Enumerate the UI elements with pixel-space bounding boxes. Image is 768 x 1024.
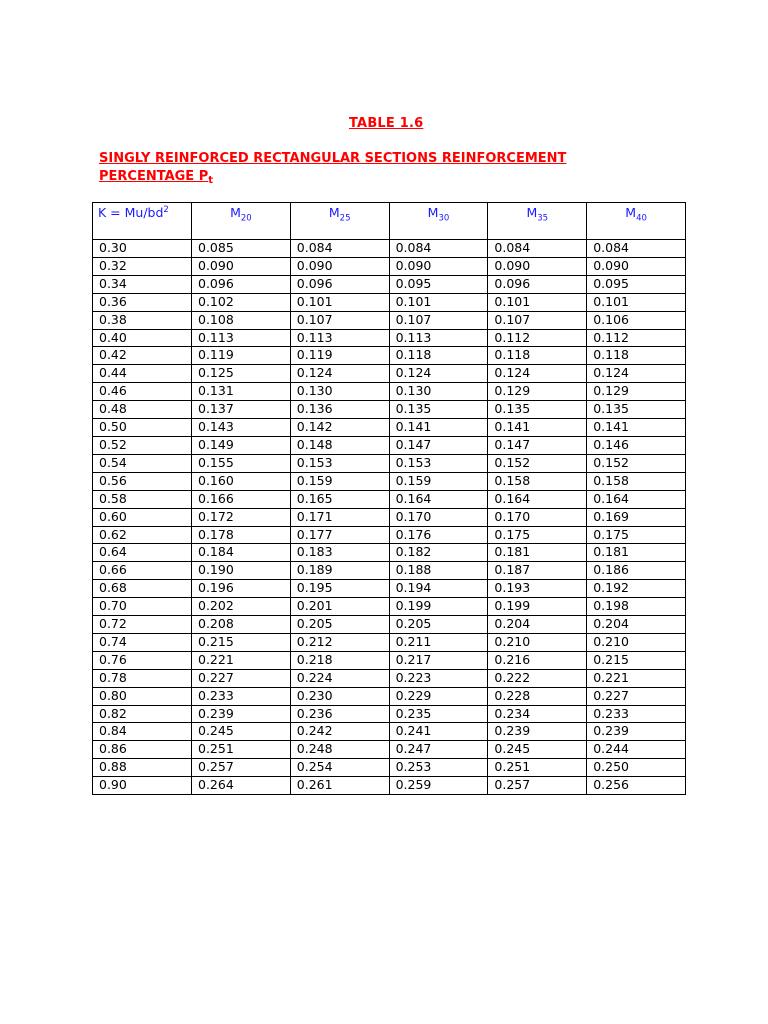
cell-k-value: 0.54 <box>93 454 192 472</box>
header-grade-base: M <box>328 205 340 220</box>
table-row <box>93 669 686 687</box>
cell-pt-value: 0.234 <box>488 705 587 723</box>
cell-k-value: 0.66 <box>93 562 192 580</box>
cell-k-value: 0.74 <box>93 633 192 651</box>
cell-pt-value: 0.257 <box>488 777 587 795</box>
table-row <box>93 651 686 669</box>
cell-pt-value: 0.155 <box>192 454 291 472</box>
cell-k-value: 0.82 <box>93 705 192 723</box>
cell-k-value: 0.40 <box>93 329 192 347</box>
cell-k-value: 0.30 <box>93 240 192 258</box>
cell-pt-value: 0.129 <box>488 383 587 401</box>
table-row <box>93 275 686 293</box>
cell-pt-value: 0.124 <box>587 365 686 383</box>
cell-pt-value: 0.242 <box>290 723 389 741</box>
cell-pt-value: 0.148 <box>290 436 389 454</box>
cell-pt-value: 0.215 <box>192 633 291 651</box>
cell-pt-value: 0.189 <box>290 562 389 580</box>
cell-pt-value: 0.218 <box>290 651 389 669</box>
cell-pt-value: 0.153 <box>290 454 389 472</box>
reinforcement-table <box>92 202 686 795</box>
cell-pt-value: 0.135 <box>389 401 488 419</box>
cell-pt-value: 0.135 <box>587 401 686 419</box>
cell-pt-value: 0.118 <box>389 347 488 365</box>
table-row <box>93 562 686 580</box>
table-title: TABLE 1.6 <box>349 116 424 131</box>
cell-pt-value: 0.211 <box>389 633 488 651</box>
table-row <box>93 293 686 311</box>
table-body <box>93 240 686 795</box>
cell-pt-value: 0.205 <box>290 616 389 634</box>
cell-pt-value: 0.177 <box>290 526 389 544</box>
cell-pt-value: 0.228 <box>488 687 587 705</box>
cell-pt-value: 0.239 <box>587 723 686 741</box>
cell-k-value: 0.50 <box>93 419 192 437</box>
cell-pt-value: 0.205 <box>389 616 488 634</box>
cell-pt-value: 0.244 <box>587 741 686 759</box>
cell-pt-value: 0.230 <box>290 687 389 705</box>
cell-pt-value: 0.164 <box>587 490 686 508</box>
table-row <box>93 616 686 634</box>
cell-pt-value: 0.221 <box>587 669 686 687</box>
cell-pt-value: 0.217 <box>389 651 488 669</box>
cell-k-value: 0.84 <box>93 723 192 741</box>
cell-k-value: 0.52 <box>93 436 192 454</box>
cell-pt-value: 0.208 <box>192 616 291 634</box>
cell-pt-value: 0.102 <box>192 293 291 311</box>
cell-pt-value: 0.239 <box>488 723 587 741</box>
cell-k-value: 0.36 <box>93 293 192 311</box>
cell-pt-value: 0.233 <box>192 687 291 705</box>
cell-pt-value: 0.152 <box>488 454 587 472</box>
cell-pt-value: 0.192 <box>587 580 686 598</box>
cell-k-value: 0.76 <box>93 651 192 669</box>
cell-pt-value: 0.175 <box>488 526 587 544</box>
cell-k-value: 0.34 <box>93 275 192 293</box>
cell-pt-value: 0.245 <box>488 741 587 759</box>
cell-pt-value: 0.229 <box>389 687 488 705</box>
cell-pt-value: 0.090 <box>587 257 686 275</box>
cell-k-value: 0.58 <box>93 490 192 508</box>
table-row <box>93 436 686 454</box>
cell-pt-value: 0.245 <box>192 723 291 741</box>
cell-pt-value: 0.084 <box>389 240 488 258</box>
cell-pt-value: 0.106 <box>587 311 686 329</box>
cell-pt-value: 0.101 <box>290 293 389 311</box>
header-row <box>93 203 686 240</box>
cell-pt-value: 0.113 <box>389 329 488 347</box>
cell-pt-value: 0.084 <box>587 240 686 258</box>
cell-k-value: 0.62 <box>93 526 192 544</box>
cell-pt-value: 0.095 <box>389 275 488 293</box>
cell-pt-value: 0.084 <box>488 240 587 258</box>
header-grade-m30 <box>389 203 488 240</box>
table-row <box>93 598 686 616</box>
cell-pt-value: 0.256 <box>587 777 686 795</box>
table-row <box>93 347 686 365</box>
cell-k-value: 0.60 <box>93 508 192 526</box>
cell-pt-value: 0.108 <box>192 311 291 329</box>
cell-pt-value: 0.224 <box>290 669 389 687</box>
table-row <box>93 365 686 383</box>
table-row <box>93 419 686 437</box>
cell-pt-value: 0.090 <box>192 257 291 275</box>
table-row <box>93 633 686 651</box>
table-row <box>93 490 686 508</box>
cell-pt-value: 0.119 <box>290 347 389 365</box>
table-row <box>93 705 686 723</box>
cell-pt-value: 0.261 <box>290 777 389 795</box>
cell-pt-value: 0.250 <box>587 759 686 777</box>
cell-pt-value: 0.096 <box>488 275 587 293</box>
cell-k-value: 0.70 <box>93 598 192 616</box>
subtitle-subscript: t <box>208 175 214 186</box>
table-row <box>93 401 686 419</box>
cell-pt-value: 0.085 <box>192 240 291 258</box>
cell-pt-value: 0.251 <box>192 741 291 759</box>
cell-pt-value: 0.204 <box>488 616 587 634</box>
cell-pt-value: 0.124 <box>389 365 488 383</box>
cell-pt-value: 0.182 <box>389 544 488 562</box>
cell-pt-value: 0.164 <box>488 490 587 508</box>
cell-pt-value: 0.096 <box>290 275 389 293</box>
cell-pt-value: 0.101 <box>389 293 488 311</box>
cell-pt-value: 0.222 <box>488 669 587 687</box>
cell-pt-value: 0.181 <box>587 544 686 562</box>
cell-pt-value: 0.131 <box>192 383 291 401</box>
cell-pt-value: 0.084 <box>290 240 389 258</box>
header-grade-m20 <box>192 203 291 240</box>
table-row <box>93 723 686 741</box>
cell-pt-value: 0.235 <box>389 705 488 723</box>
cell-pt-value: 0.124 <box>290 365 389 383</box>
cell-pt-value: 0.152 <box>587 454 686 472</box>
subtitle-line-1: SINGLY REINFORCED RECTANGULAR SECTIONS REINFORCEMENT <box>99 151 567 166</box>
cell-pt-value: 0.259 <box>389 777 488 795</box>
cell-pt-value: 0.216 <box>488 651 587 669</box>
header-grade-sub: 20 <box>240 213 252 224</box>
table-row <box>93 580 686 598</box>
cell-pt-value: 0.199 <box>488 598 587 616</box>
cell-pt-value: 0.090 <box>389 257 488 275</box>
cell-pt-value: 0.236 <box>290 705 389 723</box>
table-row <box>93 240 686 258</box>
cell-pt-value: 0.196 <box>192 580 291 598</box>
cell-pt-value: 0.158 <box>488 472 587 490</box>
header-k-label: K = Mu/bd <box>98 205 164 220</box>
header-grade-m40 <box>587 203 686 240</box>
header-grade-sub: 35 <box>537 213 549 224</box>
cell-k-value: 0.80 <box>93 687 192 705</box>
cell-pt-value: 0.175 <box>587 526 686 544</box>
cell-pt-value: 0.239 <box>192 705 291 723</box>
cell-pt-value: 0.118 <box>488 347 587 365</box>
cell-pt-value: 0.212 <box>290 633 389 651</box>
cell-k-value: 0.68 <box>93 580 192 598</box>
cell-pt-value: 0.141 <box>488 419 587 437</box>
cell-pt-value: 0.253 <box>389 759 488 777</box>
cell-pt-value: 0.170 <box>488 508 587 526</box>
cell-pt-value: 0.254 <box>290 759 389 777</box>
cell-k-value: 0.86 <box>93 741 192 759</box>
cell-pt-value: 0.136 <box>290 401 389 419</box>
cell-pt-value: 0.194 <box>389 580 488 598</box>
cell-pt-value: 0.146 <box>587 436 686 454</box>
cell-pt-value: 0.096 <box>192 275 291 293</box>
subtitle-line-2: PERCENTAGE P <box>99 169 209 184</box>
cell-k-value: 0.88 <box>93 759 192 777</box>
cell-pt-value: 0.142 <box>290 419 389 437</box>
cell-pt-value: 0.164 <box>389 490 488 508</box>
table-row <box>93 759 686 777</box>
cell-pt-value: 0.130 <box>290 383 389 401</box>
cell-pt-value: 0.187 <box>488 562 587 580</box>
cell-pt-value: 0.153 <box>389 454 488 472</box>
header-grade-sub: 30 <box>438 213 450 224</box>
table-header <box>93 203 686 240</box>
table-row <box>93 329 686 347</box>
cell-pt-value: 0.107 <box>488 311 587 329</box>
cell-pt-value: 0.188 <box>389 562 488 580</box>
cell-pt-value: 0.160 <box>192 472 291 490</box>
header-grade-base: M <box>427 205 439 220</box>
cell-k-value: 0.48 <box>93 401 192 419</box>
cell-pt-value: 0.201 <box>290 598 389 616</box>
cell-pt-value: 0.221 <box>192 651 291 669</box>
cell-k-value: 0.32 <box>93 257 192 275</box>
cell-pt-value: 0.223 <box>389 669 488 687</box>
header-grade-sub: 25 <box>339 213 351 224</box>
cell-pt-value: 0.233 <box>587 705 686 723</box>
header-grade-m35 <box>488 203 587 240</box>
header-grade-base: M <box>526 205 538 220</box>
table-row <box>93 383 686 401</box>
cell-pt-value: 0.210 <box>488 633 587 651</box>
table-row <box>93 544 686 562</box>
cell-pt-value: 0.141 <box>587 419 686 437</box>
cell-pt-value: 0.113 <box>192 329 291 347</box>
cell-pt-value: 0.172 <box>192 508 291 526</box>
cell-pt-value: 0.241 <box>389 723 488 741</box>
cell-pt-value: 0.125 <box>192 365 291 383</box>
table-row <box>93 687 686 705</box>
cell-pt-value: 0.141 <box>389 419 488 437</box>
cell-pt-value: 0.135 <box>488 401 587 419</box>
cell-pt-value: 0.166 <box>192 490 291 508</box>
header-grade-base: M <box>625 205 637 220</box>
header-grade-base: M <box>230 205 241 220</box>
cell-pt-value: 0.090 <box>290 257 389 275</box>
cell-pt-value: 0.181 <box>488 544 587 562</box>
header-grade-m25 <box>290 203 389 240</box>
cell-pt-value: 0.129 <box>587 383 686 401</box>
cell-pt-value: 0.264 <box>192 777 291 795</box>
cell-pt-value: 0.143 <box>192 419 291 437</box>
header-grade-sub: 40 <box>636 213 647 224</box>
cell-pt-value: 0.202 <box>192 598 291 616</box>
header-k-superscript: 2 <box>163 204 169 215</box>
cell-pt-value: 0.183 <box>290 544 389 562</box>
cell-pt-value: 0.248 <box>290 741 389 759</box>
cell-pt-value: 0.190 <box>192 562 291 580</box>
cell-pt-value: 0.198 <box>587 598 686 616</box>
table-row <box>93 311 686 329</box>
cell-pt-value: 0.095 <box>587 275 686 293</box>
cell-pt-value: 0.169 <box>587 508 686 526</box>
cell-k-value: 0.90 <box>93 777 192 795</box>
cell-k-value: 0.64 <box>93 544 192 562</box>
cell-pt-value: 0.170 <box>389 508 488 526</box>
cell-k-value: 0.38 <box>93 311 192 329</box>
cell-pt-value: 0.195 <box>290 580 389 598</box>
cell-pt-value: 0.147 <box>389 436 488 454</box>
cell-pt-value: 0.119 <box>192 347 291 365</box>
cell-pt-value: 0.101 <box>488 293 587 311</box>
cell-pt-value: 0.147 <box>488 436 587 454</box>
table-row <box>93 741 686 759</box>
cell-pt-value: 0.118 <box>587 347 686 365</box>
cell-pt-value: 0.251 <box>488 759 587 777</box>
table-row <box>93 777 686 795</box>
cell-pt-value: 0.112 <box>587 329 686 347</box>
cell-pt-value: 0.130 <box>389 383 488 401</box>
table-row <box>93 526 686 544</box>
cell-pt-value: 0.184 <box>192 544 291 562</box>
cell-k-value: 0.78 <box>93 669 192 687</box>
cell-pt-value: 0.158 <box>587 472 686 490</box>
cell-pt-value: 0.101 <box>587 293 686 311</box>
cell-pt-value: 0.227 <box>587 687 686 705</box>
cell-pt-value: 0.090 <box>488 257 587 275</box>
cell-k-value: 0.72 <box>93 616 192 634</box>
cell-pt-value: 0.257 <box>192 759 291 777</box>
cell-pt-value: 0.186 <box>587 562 686 580</box>
cell-pt-value: 0.193 <box>488 580 587 598</box>
cell-k-value: 0.42 <box>93 347 192 365</box>
cell-pt-value: 0.215 <box>587 651 686 669</box>
table-row <box>93 472 686 490</box>
table-row <box>93 454 686 472</box>
cell-pt-value: 0.107 <box>290 311 389 329</box>
cell-pt-value: 0.124 <box>488 365 587 383</box>
cell-k-value: 0.44 <box>93 365 192 383</box>
cell-pt-value: 0.210 <box>587 633 686 651</box>
cell-pt-value: 0.176 <box>389 526 488 544</box>
cell-pt-value: 0.199 <box>389 598 488 616</box>
cell-pt-value: 0.113 <box>290 329 389 347</box>
cell-pt-value: 0.159 <box>290 472 389 490</box>
cell-pt-value: 0.165 <box>290 490 389 508</box>
cell-pt-value: 0.171 <box>290 508 389 526</box>
header-k <box>93 203 192 240</box>
cell-k-value: 0.56 <box>93 472 192 490</box>
cell-pt-value: 0.227 <box>192 669 291 687</box>
cell-pt-value: 0.204 <box>587 616 686 634</box>
cell-pt-value: 0.137 <box>192 401 291 419</box>
cell-pt-value: 0.107 <box>389 311 488 329</box>
cell-pt-value: 0.178 <box>192 526 291 544</box>
table-row <box>93 257 686 275</box>
cell-pt-value: 0.247 <box>389 741 488 759</box>
cell-pt-value: 0.149 <box>192 436 291 454</box>
table-subtitle <box>99 150 659 186</box>
table-row <box>93 508 686 526</box>
cell-pt-value: 0.159 <box>389 472 488 490</box>
cell-pt-value: 0.112 <box>488 329 587 347</box>
cell-k-value: 0.46 <box>93 383 192 401</box>
